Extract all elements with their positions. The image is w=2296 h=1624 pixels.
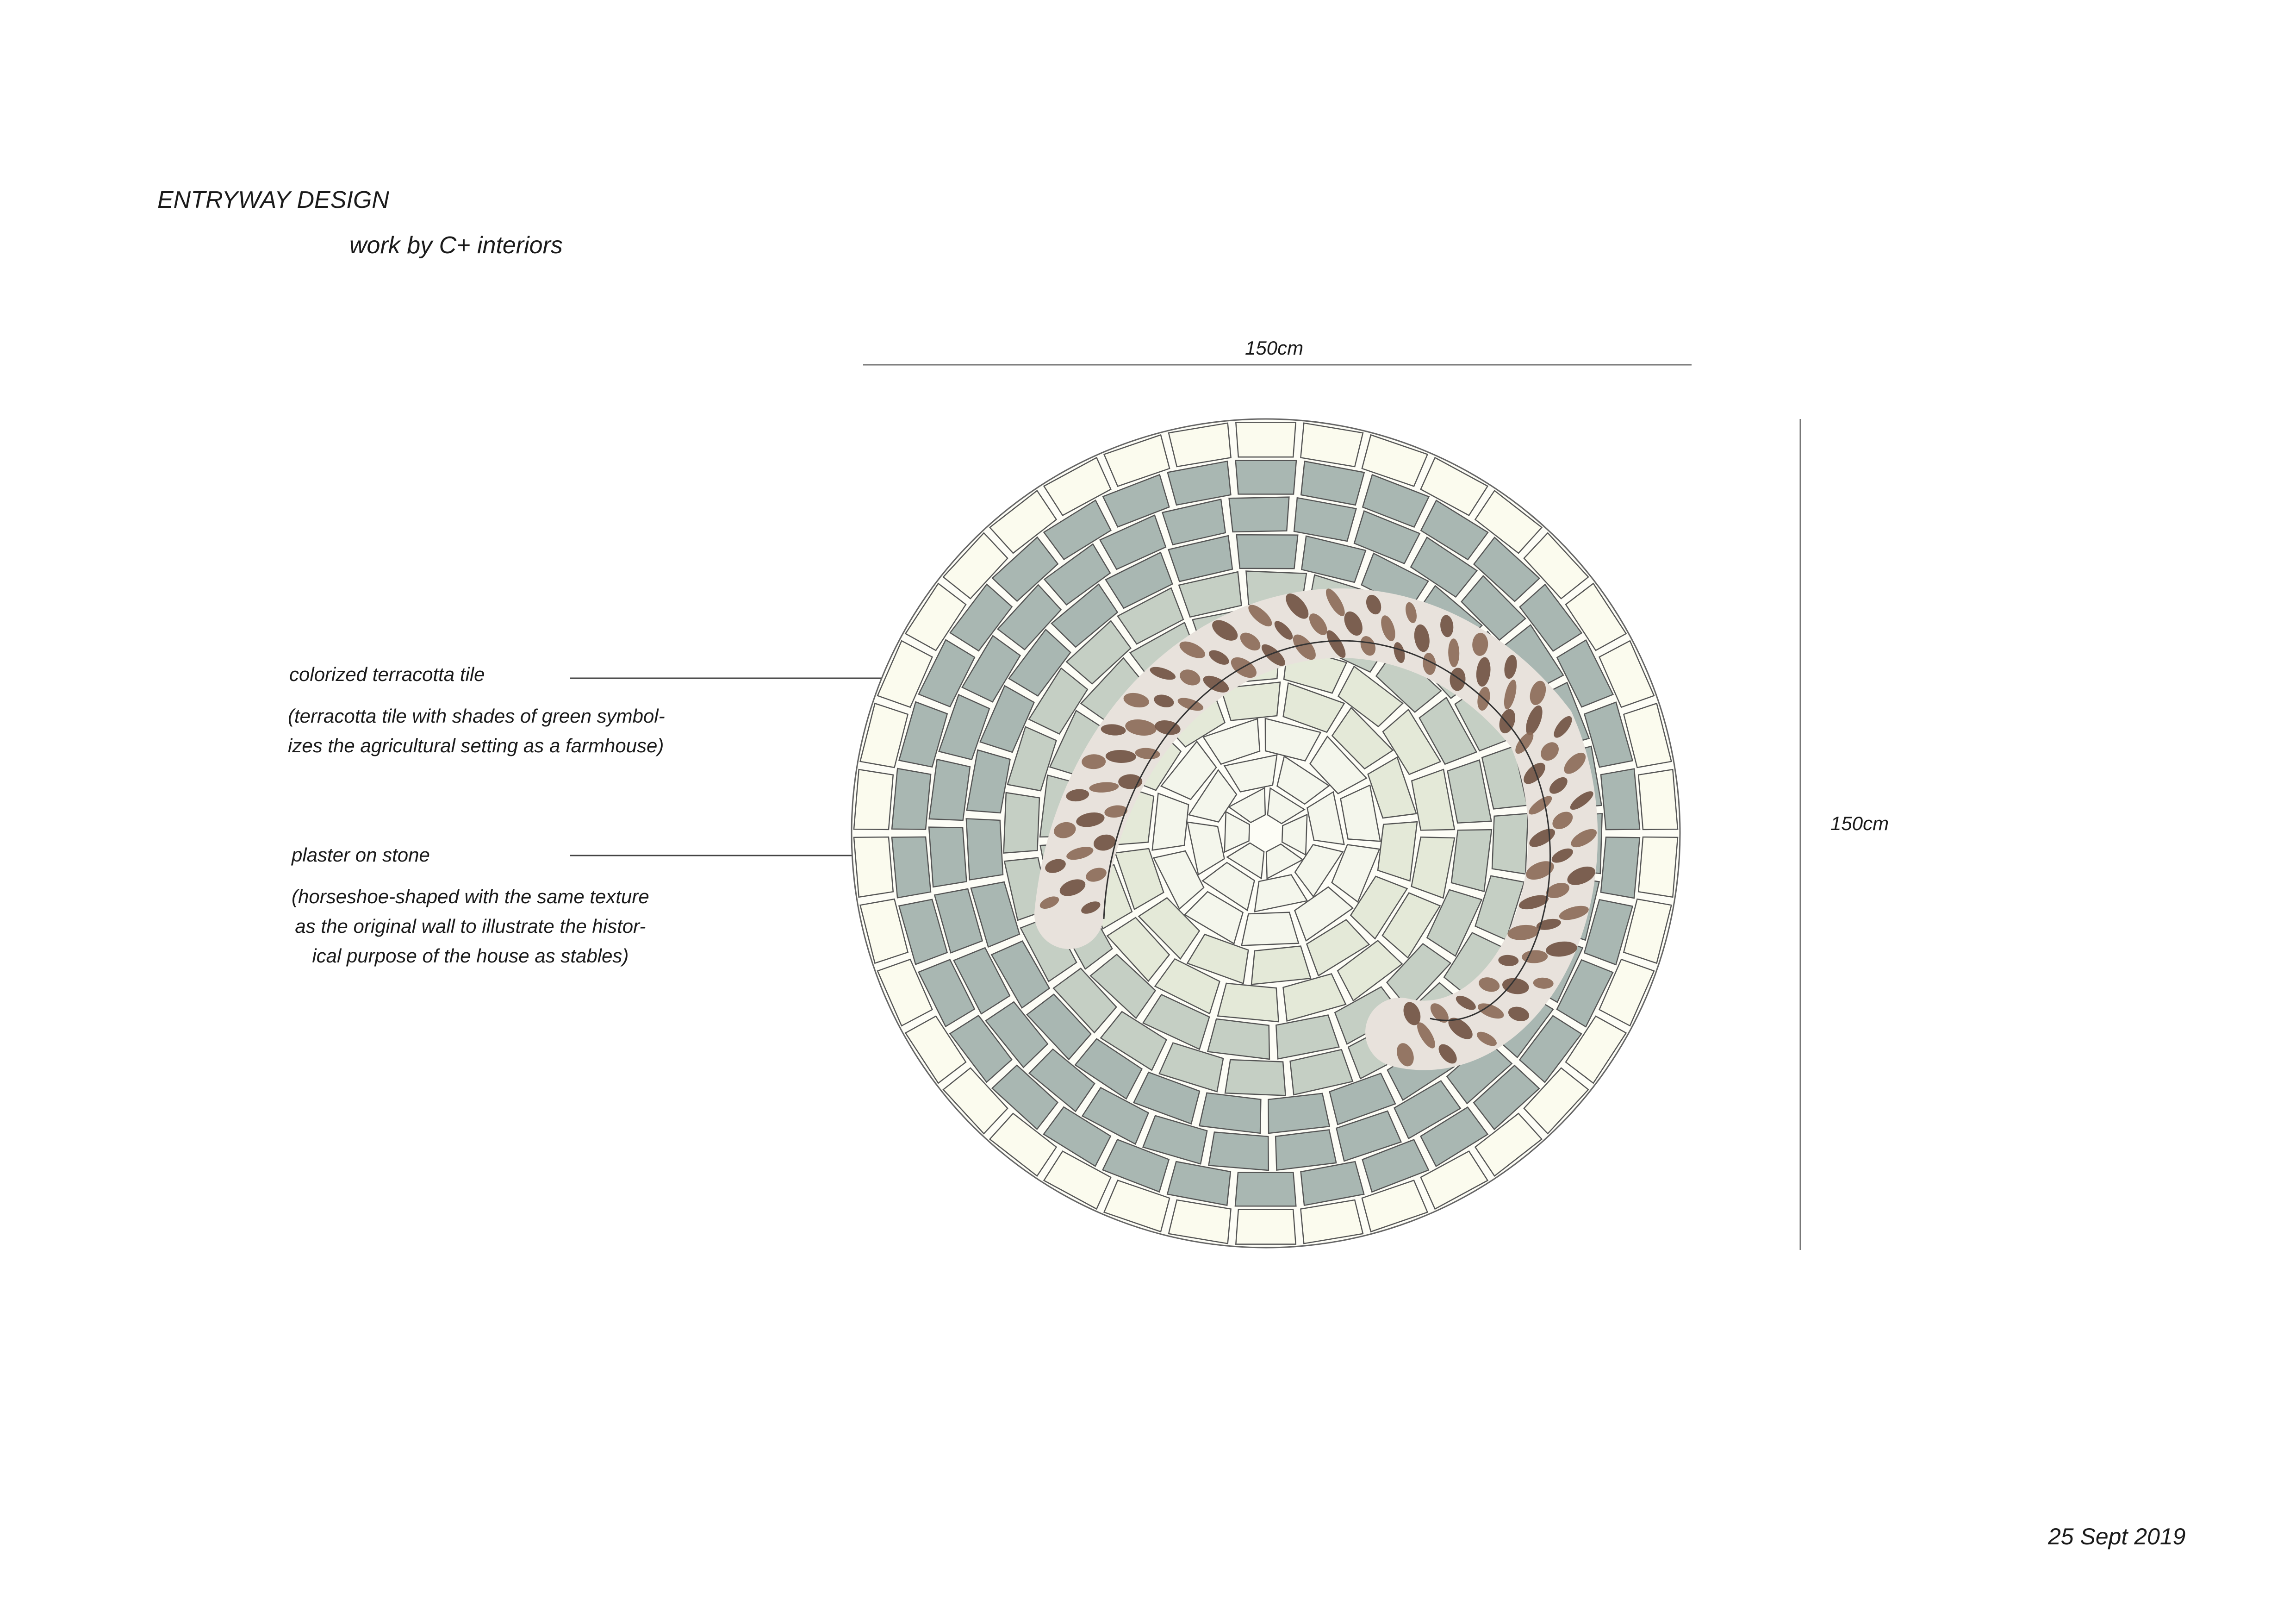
page-title: ENTRYWAY DESIGN	[157, 187, 389, 213]
stone-annotation-line: as the original wall to illustrate the histor-	[295, 915, 646, 937]
tile	[1236, 461, 1296, 494]
tile	[929, 759, 970, 820]
tile	[1236, 1210, 1295, 1244]
tile	[1268, 1093, 1329, 1133]
tile-annotation-line: izes the agricultural setting as a farmhouse)	[288, 735, 664, 756]
tile	[1601, 769, 1640, 830]
page-subtitle: work by C+ interiors	[349, 232, 563, 259]
stone-annotation-title: plaster on stone	[292, 844, 430, 866]
tile	[1200, 1093, 1261, 1133]
drawing-date: 25 Sept 2019	[2048, 1524, 2186, 1549]
tile	[1004, 793, 1039, 853]
stone-annotation-line: (horseshoe-shaped with the same texture	[292, 886, 649, 907]
tile	[1207, 1019, 1269, 1059]
tile	[892, 768, 931, 830]
tile	[1229, 497, 1289, 532]
tile	[966, 818, 1003, 880]
tile	[1209, 1132, 1269, 1171]
tile	[1276, 1130, 1336, 1170]
tile	[1236, 422, 1295, 457]
tile	[1225, 1060, 1286, 1095]
width-dimension-label: 150cm	[1245, 337, 1304, 359]
tile	[1218, 983, 1279, 1022]
tile	[854, 837, 893, 897]
tile	[1251, 946, 1311, 985]
stone-annotation-line: ical purpose of the house as stables)	[312, 945, 629, 967]
height-dimension-label: 150cm	[1830, 812, 1889, 834]
tile	[1235, 1173, 1296, 1206]
tile	[892, 837, 931, 898]
tile	[1242, 912, 1299, 946]
tile	[1378, 822, 1417, 881]
tile	[929, 827, 966, 887]
tile-annotation-title: colorized terracotta tile	[289, 663, 485, 685]
tile	[1451, 830, 1492, 892]
tile	[1237, 535, 1298, 568]
tile	[1601, 837, 1640, 898]
tile	[1492, 813, 1528, 874]
tile	[854, 769, 893, 830]
tile	[1638, 769, 1678, 830]
tile-annotation-line: (terracotta tile with shades of green symbol-	[288, 705, 665, 727]
tile	[1638, 837, 1678, 897]
